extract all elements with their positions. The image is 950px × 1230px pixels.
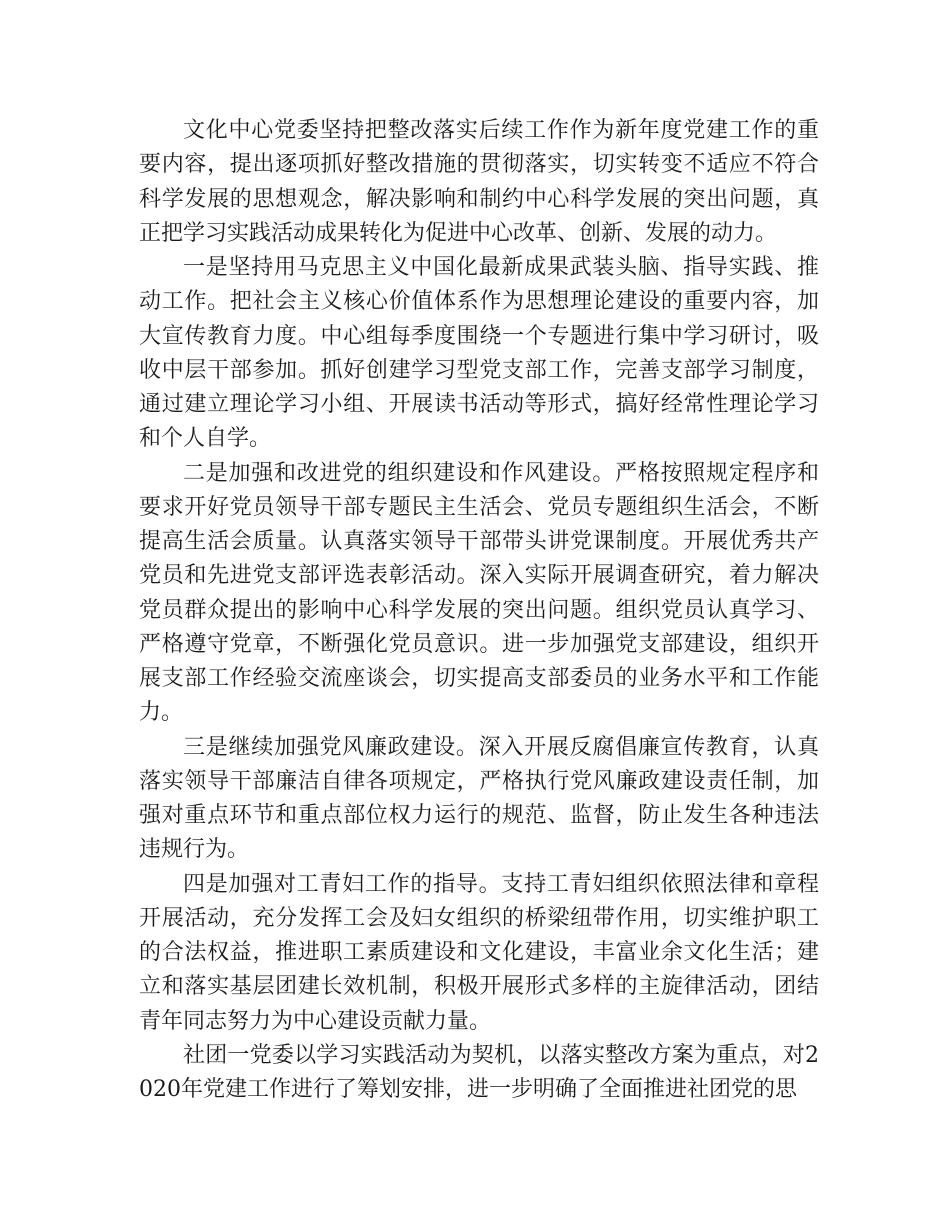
paragraph-organization-building: 二是加强和改进党的组织建设和作风建设。严格按照规定程序和要求开好党员领导干部专题民主生活会、党员专题组织生活会，不断提高生活会质量。认真落实领导干部带头讲党课制度。开展优秀共产党员和先进党支部评选表彰活动。深入实际开展调查研究，着力解决党员群众提出的影响中心科学发展的突出问题。组织党员认真学习、严格遵守党章，不断强化党员意识。进一步加强党支部建设，组织开展支部工作经验交流座谈会，切实提高支部委员的业务水平和工作能力。 [139, 460, 819, 726]
paragraph-rectification-followup: 文化中心党委坚持把整改落实后续工作作为新年度党建工作的重要内容，提出逐项抓好整改措施的贯彻落实，切实转变不适应不符合科学发展的思想观念，解决影响和制约中心科学发展的突出问题，真正把学习实践活动成果转化为促进中心改革、创新、发展的动力。 [139, 118, 819, 246]
document-body [139, 114, 819, 1107]
paragraph-society-party-committee: 社团一党委以学习实践活动为契机，以落实整改方案为重点，对2020年党建工作进行了筹划安排，进一步明确了全面推进社团党的思 [139, 1042, 819, 1102]
paragraph-clean-governance: 三是继续加强党风廉政建设。深入开展反腐倡廉宣传教育，认真落实领导干部廉洁自律各项规定，严格执行党风廉政建设责任制，加强对重点环节和重点部位权力运行的规范、监督，防止发生各种违法违规行为。 [139, 734, 819, 863]
paragraph-theory-study: 一是坚持用马克思主义中国化最新成果武装头脑、指导实践、推动工作。把社会主义核心价值体系作为思想理论建设的重要内容，加大宣传教育力度。中心组每季度围绕一个专题进行集中学习研讨，吸收中层干部参加。抓好创建学习型党支部工作，完善支部学习制度，通过建立理论学习小组、开展读书活动等形式，搞好经常性理论学习和个人自学。 [139, 255, 819, 452]
paragraph-union-youth-women: 四是加强对工青妇工作的指导。支持工青妇组织依照法律和章程开展活动，充分发挥工会及妇女组织的桥梁纽带作用，切实维护职工的合法权益，推进职工素质建设和文化建设，丰富业余文化生活；建立和落实基层团建长效机制，积极开展形式多样的主旋律活动，团结青年同志努力为中心建设贡献力量。 [139, 871, 819, 1034]
